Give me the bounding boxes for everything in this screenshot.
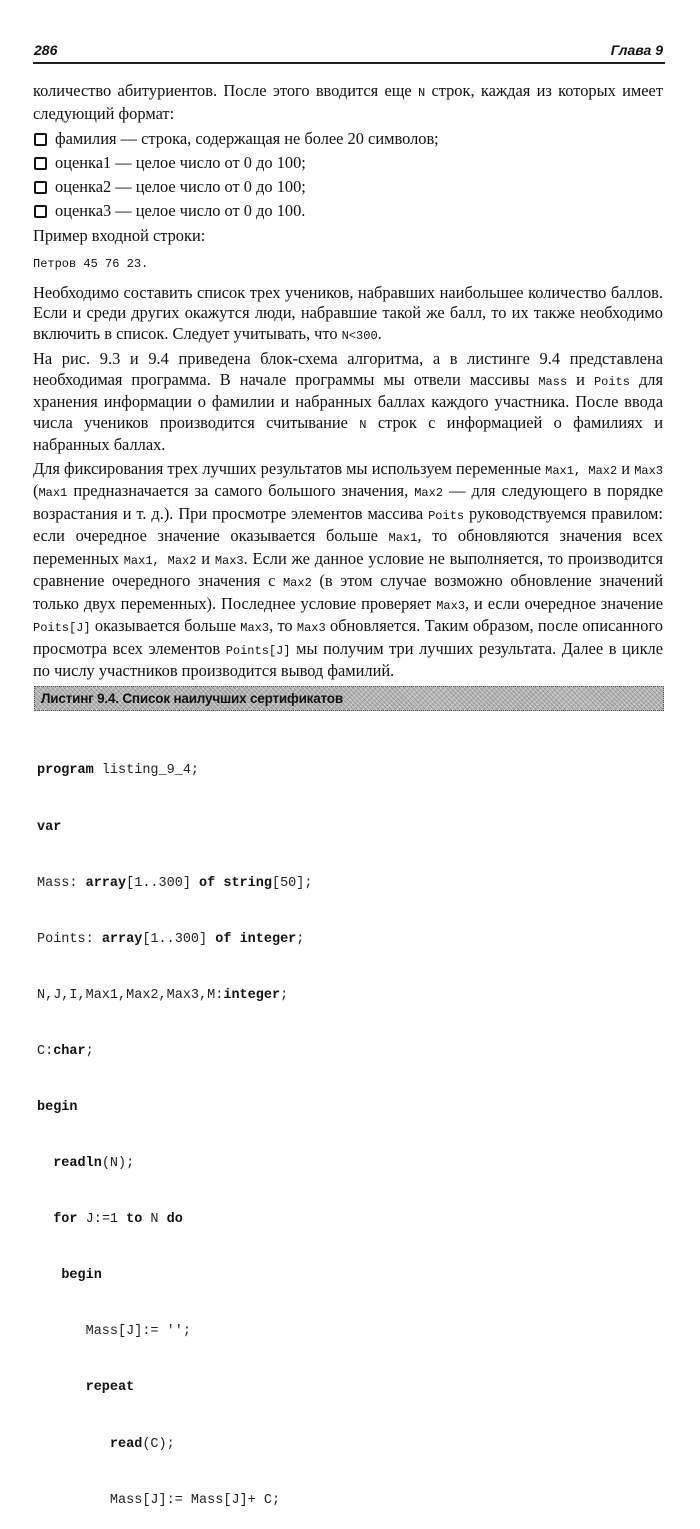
list-item: оценка1 — целое число от 0 до 100; bbox=[33, 151, 663, 175]
listing-header bbox=[34, 686, 664, 711]
page-number: 286 bbox=[34, 42, 58, 58]
code-line: readln(N); bbox=[53, 1156, 135, 1172]
header-rule bbox=[33, 62, 665, 64]
example-label: Пример входной строки: bbox=[33, 226, 206, 245]
running-head bbox=[33, 42, 663, 62]
listing-title: Листинг 9.4. Список наилучших сертификатов bbox=[41, 691, 343, 706]
code-line: begin bbox=[61, 1268, 102, 1284]
code-line: for J:=1 to N do bbox=[53, 1212, 183, 1228]
task-paragraph: Необходимо составить список трех учеников, набравших наибольшее количество баллов. Если и среди других окажутся люди, набравшие такой же балл, то их также необходимо включить в список. Следует учитывать, что N<300. bbox=[33, 282, 663, 343]
code-line: Mass: array[1..300] of string[50]; bbox=[37, 875, 313, 891]
code-line: Points: array[1..300] of integer; bbox=[37, 931, 305, 947]
code-line: Mass[J]:= ''; bbox=[85, 1324, 191, 1340]
list-item: оценка2 — целое число от 0 до 100; bbox=[33, 175, 663, 199]
list-item: оценка3 — целое число от 0 до 100. bbox=[33, 199, 663, 223]
code-line: var bbox=[37, 819, 62, 835]
code-line: read(C); bbox=[109, 1436, 175, 1452]
chapter-label: Глава 9 bbox=[610, 42, 663, 58]
flowchart-paragraph: На рис. 9.3 и 9.4 приведена блок-схема алгоритма, а в листинге 9.4 представлена необходимая программа. В начале программы мы отвели массивы Mass и Poits для хранения информации о фамилии и набранных баллах каждого участника. После ввода числа учеников производится считывание N строк с информацией о фамилиях и набранных баллах. bbox=[33, 349, 664, 454]
code-line: N,J,I,Max1,Max2,Max3,M:integer; bbox=[37, 987, 289, 1003]
list-item: фамилия — строка, содержащая не более 20 символов; bbox=[33, 127, 663, 151]
code-line: repeat bbox=[85, 1380, 135, 1396]
square-bullet-icon bbox=[34, 133, 47, 146]
square-bullet-icon bbox=[34, 205, 47, 218]
max-paragraph: Для фиксирования трех лучших результатов мы используем переменные Max1, Max2 и Max3 (Max1 предназначается за самого большого значения, Max2 — для следующего в порядке возрастания и т. д.). При просмотре элементов массива Poits руководствуемся правилом: если очередное значение оказывается больше Max1, то обновляются значения всех переменных Max1, Max2 и Max3. Если же данное условие не выполняется, то производится сравнение очередного значения с Max2 (в этом случае возможно обновление значений только двух переменных). Последнее условие проверяет Max3, и если очередное значение Poits[J] оказывается больше Max3, то Max3 обновляется. Таким образом, после описанного просмотра всех элементов Points[J] мы получим три лучших результата. Далее в цикле по числу участников производится вывод фамилий. bbox=[33, 458, 664, 680]
code-line: begin bbox=[37, 1099, 78, 1115]
code-listing bbox=[37, 725, 312, 1529]
square-bullet-icon bbox=[34, 157, 47, 170]
code-line: Mass[J]:= Mass[J]+ C; bbox=[109, 1492, 281, 1508]
example-code: Петров 45 76 23. bbox=[33, 256, 149, 271]
body-text bbox=[33, 81, 663, 685]
square-bullet-icon bbox=[34, 181, 47, 194]
intro-paragraph: количество абитуриентов. После этого вводится еще N строк, каждая из которых имеет следующий формат: bbox=[33, 81, 663, 123]
code-line: program listing_9_4; bbox=[37, 763, 200, 779]
format-list bbox=[33, 127, 663, 223]
code-line: C:char; bbox=[37, 1043, 94, 1059]
